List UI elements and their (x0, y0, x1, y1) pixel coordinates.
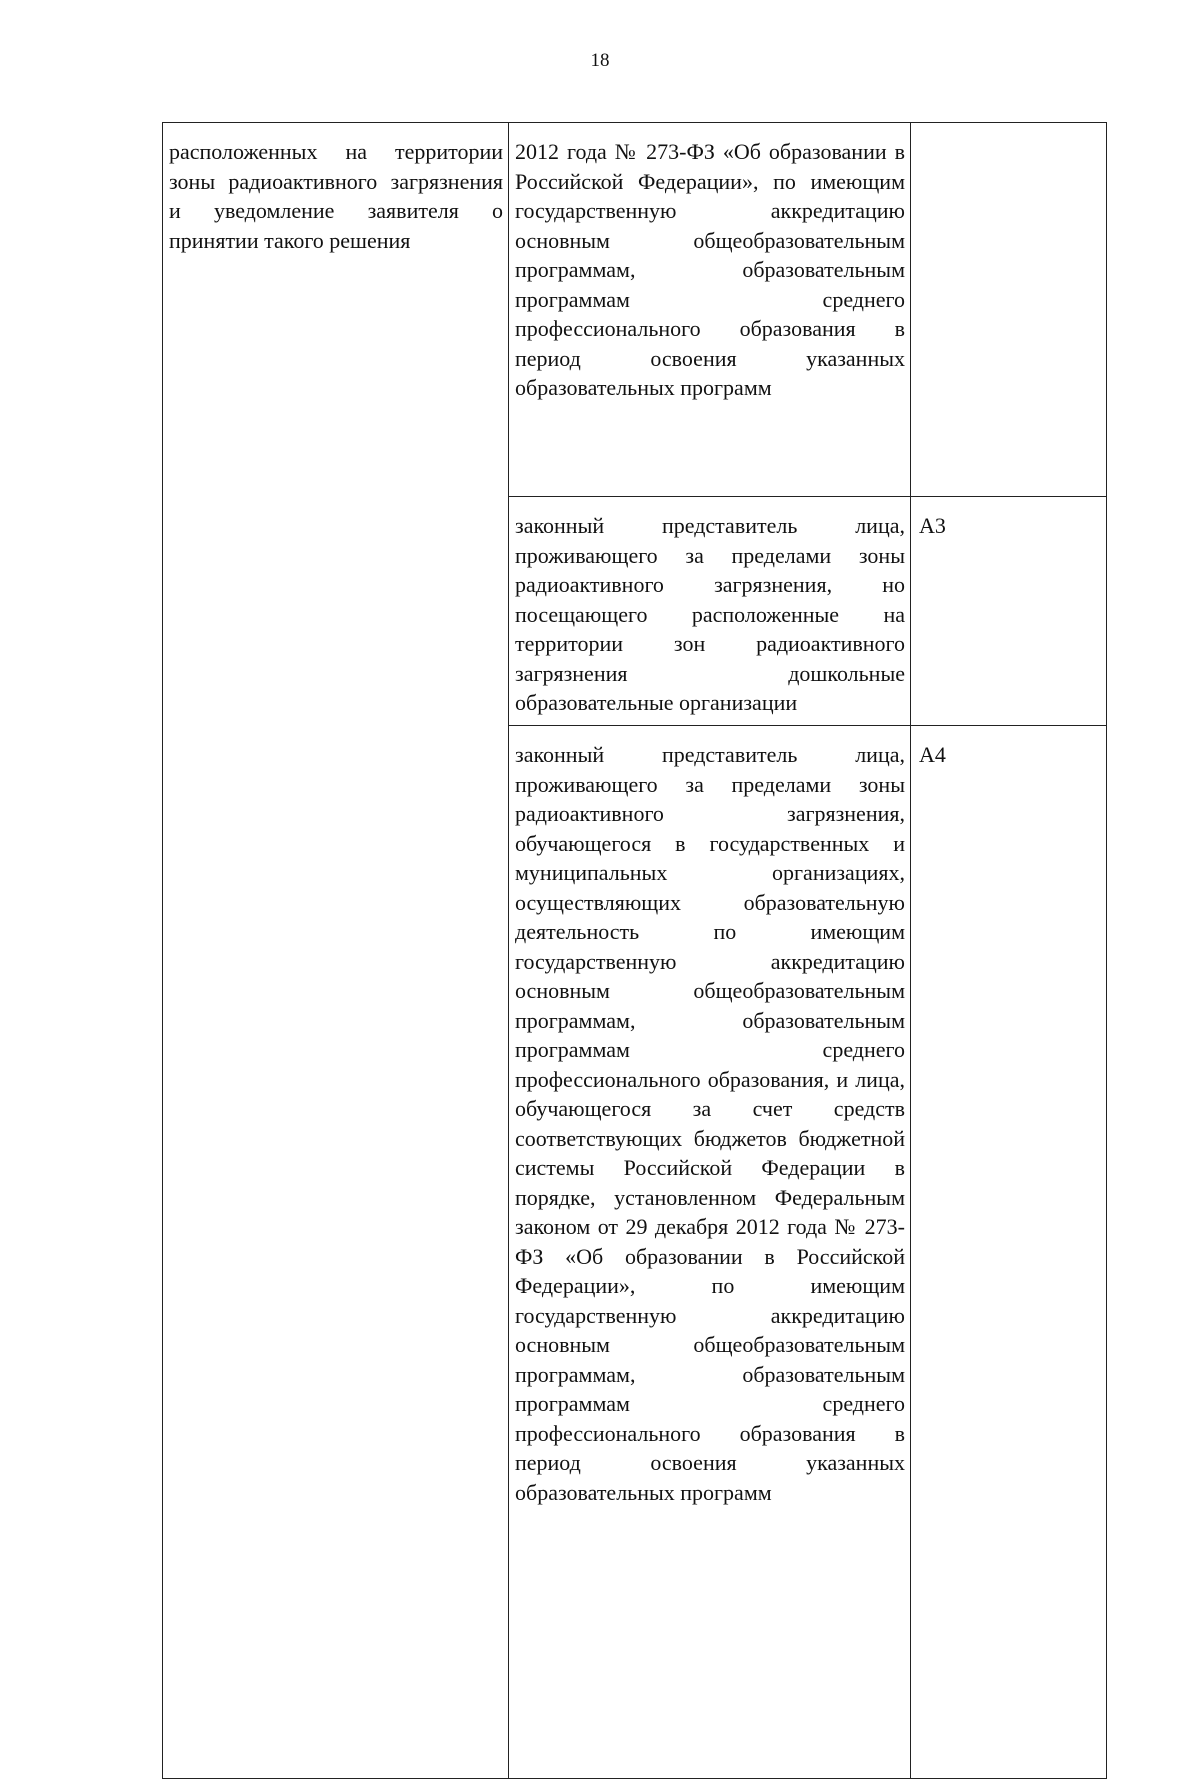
table-cell-applicant-code (911, 497, 1107, 726)
procedure-text: расположенных на территории зоны радиоактивного загрязнения и уведомление заявителя о принятии такого решения (169, 139, 503, 253)
table-cell-applicant-description (509, 123, 911, 497)
table-cell-applicant-description (509, 497, 911, 726)
applicant-code: А3 (919, 513, 946, 538)
table-cell-applicant-description (509, 726, 911, 1779)
applicant-description: законный представитель лица, проживающего за пределами зоны радиоактивного загрязнения, но посещающего расположенные на территории зон радиоактивного загрязнения дошкольные образовательные организации (515, 513, 905, 715)
table-row (163, 123, 1107, 497)
table-cell-applicant-code (911, 726, 1107, 1779)
page-number: 18 (590, 50, 610, 71)
table-cell-procedure-text (163, 123, 509, 1779)
applicant-description: законный представитель лица, проживающего за пределами зоны радиоактивного загрязнения, обучающегося в государственных и муниципальных организациях, осуществляющих образовательную деятельность по имеющим государственную аккредитацию основным общеобразовательным программам, образовательным программам среднего профессионального образования, и лица, обучающегося за счет средств соответствующих бюджетов бюджетной системы Российской Федерации в порядке, установленном Федеральным законом от 29 декабря 2012 года № 273-ФЗ «Об образовании в Российской Федерации», по имеющим государственную аккредитацию основным общеобразовательным программам, образовательным программам среднего профессионального образования в период освоения указанных образовательных программ (515, 742, 905, 1505)
applicant-description: 2012 года № 273-ФЗ «Об образовании в Российской Федерации», по имеющим государственную аккредитацию основным общеобразовательным программам, образовательным программам среднего профессионального образования в период освоения указанных образовательных программ (515, 139, 905, 400)
applicant-code: А4 (919, 742, 946, 767)
table-cell-applicant-code (911, 123, 1107, 497)
document-table (162, 122, 1107, 1779)
